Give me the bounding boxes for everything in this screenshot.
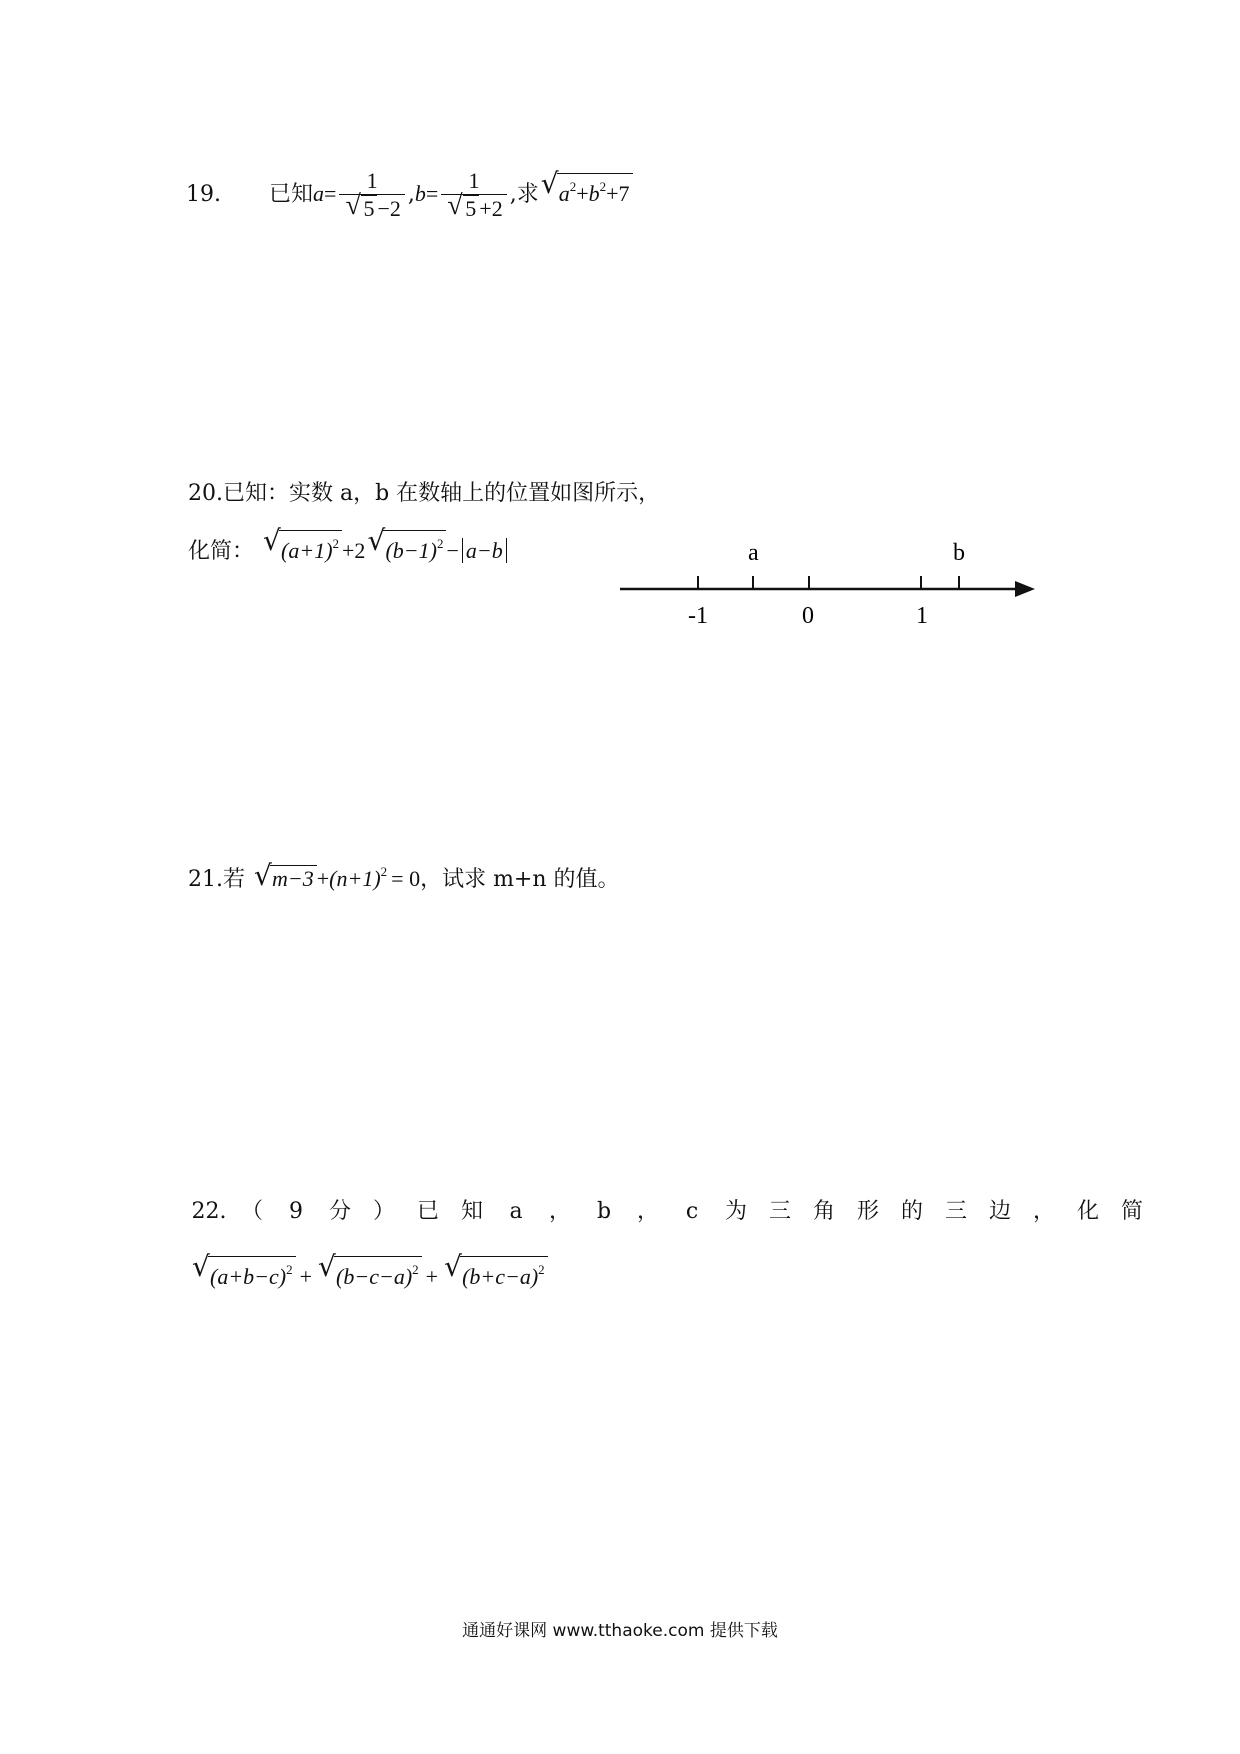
q22-char: 9 [289, 1199, 303, 1224]
q21-radical: √ m−3 [254, 865, 317, 894]
label-zero: 0 [802, 603, 814, 629]
q22-char: ， [1032, 1199, 1055, 1224]
q22-char: c [685, 1199, 699, 1224]
q22-plus-1: + [299, 1264, 313, 1289]
q20-minus: − [446, 538, 459, 563]
q19-frac-b-den-rest: +2 [479, 196, 503, 221]
q20-radical-1: √ $(a+1)^2$ [263, 530, 342, 566]
q20-plus-two: +2 [342, 538, 366, 563]
q20-absolute-value: a−b [462, 538, 507, 563]
q22-char: （ [240, 1199, 263, 1224]
q19-frac-a-radical: √ 5 [345, 195, 377, 222]
q22-radical-1: √ $(a+b-c)^2$ [192, 1256, 296, 1292]
q19-var-b: b [414, 181, 426, 206]
number-line-arrow [1015, 581, 1035, 597]
question-20-line1: 20.已知：实数 a，b 在数轴上的位置如图所示， [188, 481, 661, 506]
q22-char: 22. [191, 1199, 227, 1224]
q22-char: 简 [1120, 1199, 1143, 1224]
q19-frac-b-num: 1 [441, 168, 506, 195]
q19-fraction-b [441, 168, 506, 222]
question-19 [186, 168, 633, 222]
q20-radical-2: √ $(b-1)^2$ [367, 530, 446, 566]
q21-term: (n+1) [329, 866, 381, 891]
q19-eq-a: = [324, 181, 337, 206]
question-21 [188, 858, 620, 894]
q19-comma-1: , [407, 182, 415, 207]
q22-radical-2: √ $(b-c-a)^2$ [318, 1256, 422, 1292]
q22-char: ） [372, 1199, 395, 1224]
q22-char: a [509, 1199, 523, 1224]
q22-char: 角 [812, 1199, 835, 1224]
q22-char: 分 [328, 1199, 351, 1224]
q22-radical-3: √ $(b+c-a)^2$ [444, 1256, 548, 1292]
label-neg1: -1 [688, 603, 708, 629]
label-one: 1 [916, 603, 928, 629]
label-b: b [953, 540, 965, 566]
q22-char: 已 [416, 1199, 439, 1224]
q22-char: 三 [768, 1199, 791, 1224]
question-22-line2 [190, 1250, 548, 1292]
label-a: a [748, 540, 759, 566]
q21-equals-zero: = 0 [391, 866, 421, 891]
q22-char: 知 [460, 1199, 483, 1224]
q19-comma-2: , [509, 182, 517, 207]
q19-number: 19. [186, 182, 221, 207]
q19-ask: 求 [516, 182, 539, 207]
q22-plus-2: + [425, 1264, 439, 1289]
q19-fraction-a [339, 168, 404, 222]
number-line-figure [615, 530, 1035, 640]
q22-char: 形 [856, 1199, 879, 1224]
q20-prefix: 化简： [188, 539, 255, 564]
q19-frac-a-den-rest: −2 [377, 196, 401, 221]
question-22-line1 [188, 1198, 1154, 1226]
q22-char: 三 [944, 1199, 967, 1224]
q22-char: b [596, 1199, 612, 1224]
q19-frac-a-num: 1 [339, 168, 404, 195]
q22-char: ， [636, 1199, 659, 1224]
q19-eq-b: = [425, 181, 439, 206]
q22-char: 为 [724, 1199, 747, 1224]
q21-prefix: 21.若 [188, 867, 245, 892]
q22-char: 的 [900, 1199, 923, 1224]
q21-suffix: ，试求 m+n 的值。 [420, 867, 620, 892]
q21-plus: + [316, 866, 330, 891]
question-20-line2 [188, 524, 507, 566]
q19-prefix: 已知 [269, 182, 314, 207]
q21-exponent: 2 [380, 864, 388, 879]
q19-var-a: a [313, 181, 325, 206]
q22-char: 边 [988, 1199, 1011, 1224]
q19-frac-b-radical: √ 5 [447, 195, 479, 222]
page-footer: 通通好课网 www.tthaoke.com 提供下载 [462, 1621, 778, 1641]
q19-main-radical: √ $a^2+b^2+7$ [541, 173, 633, 209]
q22-char: 化 [1076, 1199, 1099, 1224]
q22-char: ， [548, 1199, 571, 1224]
